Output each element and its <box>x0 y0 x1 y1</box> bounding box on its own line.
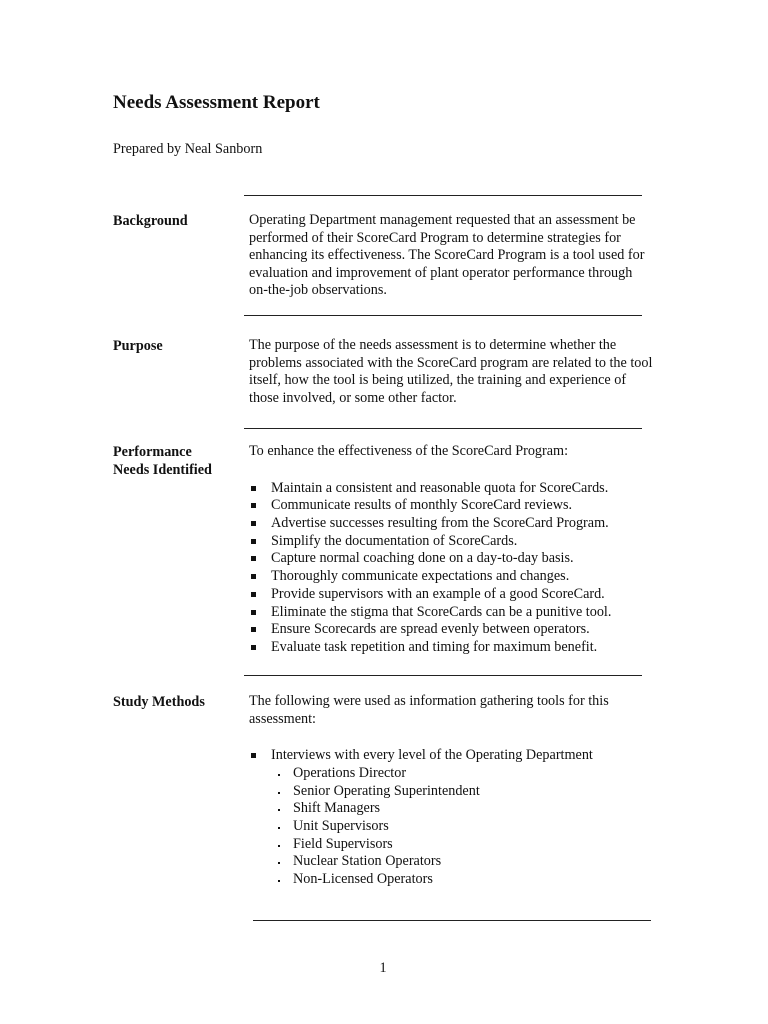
list-item <box>249 747 654 889</box>
sub-list-item: Operations Director <box>271 765 654 783</box>
author-line: Prepared by Neal Sanborn <box>113 141 263 157</box>
section-divider <box>244 428 642 429</box>
background-text: Operating Department management requested that an assessment be performed of their ScoreCard Program to determine strategies for enhancing its effectiveness. The ScoreCard Program is a tool used for evaluation and improvement of plant operator performance through on-the-job observations. <box>249 212 645 299</box>
label-line: Needs Identified <box>113 462 212 478</box>
performance-needs-list <box>249 480 654 657</box>
sub-list-item: Unit Supervisors <box>271 818 654 836</box>
list-item: Maintain a consistent and reasonable quota for ScoreCards. <box>249 480 654 498</box>
sub-list-item: Senior Operating Superintendent <box>271 783 654 801</box>
section-body-study-methods <box>249 693 654 889</box>
list-item: Ensure Scorecards are spread evenly between operators. <box>249 621 654 639</box>
section-label-performance-needs <box>113 443 212 479</box>
section-body-purpose <box>249 337 654 407</box>
label-line: Performance <box>113 444 192 460</box>
section-divider <box>244 315 642 316</box>
list-item-text: Interviews with every level of the Operating Department <box>271 747 593 764</box>
list-item: Simplify the documentation of ScoreCards. <box>249 533 654 551</box>
interviewee-sublist <box>271 765 654 889</box>
list-item: Communicate results of monthly ScoreCard reviews. <box>249 497 654 515</box>
section-divider <box>244 195 642 196</box>
section-body-performance-needs <box>249 443 654 657</box>
sub-list-item: Non-Licensed Operators <box>271 871 654 889</box>
sub-list-item: Nuclear Station Operators <box>271 853 654 871</box>
study-methods-intro: The following were used as information gathering tools for this assessment: <box>249 693 609 727</box>
section-divider <box>253 920 651 921</box>
sub-list-item: Field Supervisors <box>271 836 654 854</box>
list-item: Advertise successes resulting from the ScoreCard Program. <box>249 515 654 533</box>
section-divider <box>244 675 642 676</box>
list-item: Eliminate the stigma that ScoreCards can be a punitive tool. <box>249 604 654 622</box>
list-item: Thoroughly communicate expectations and changes. <box>249 568 654 586</box>
page-number: 1 <box>379 960 387 976</box>
list-item: Evaluate task repetition and timing for maximum benefit. <box>249 639 654 657</box>
study-methods-list <box>249 747 654 889</box>
performance-intro: To enhance the effectiveness of the ScoreCard Program: <box>249 443 569 459</box>
section-label-study-methods: Study Methods <box>113 694 205 710</box>
sub-list-item: Shift Managers <box>271 800 654 818</box>
section-body-background <box>249 212 654 300</box>
purpose-text: The purpose of the needs assessment is to determine whether the problems associated with the ScoreCard program are related to the tool itself, how the tool is being utilized, the training and experience of those involved, or some other factor. <box>249 337 653 406</box>
section-label-purpose: Purpose <box>113 338 163 354</box>
document-title: Needs Assessment Report <box>113 92 320 113</box>
list-item: Provide supervisors with an example of a good ScoreCard. <box>249 586 654 604</box>
list-item: Capture normal coaching done on a day-to-day basis. <box>249 550 654 568</box>
section-label-background: Background <box>113 213 188 229</box>
